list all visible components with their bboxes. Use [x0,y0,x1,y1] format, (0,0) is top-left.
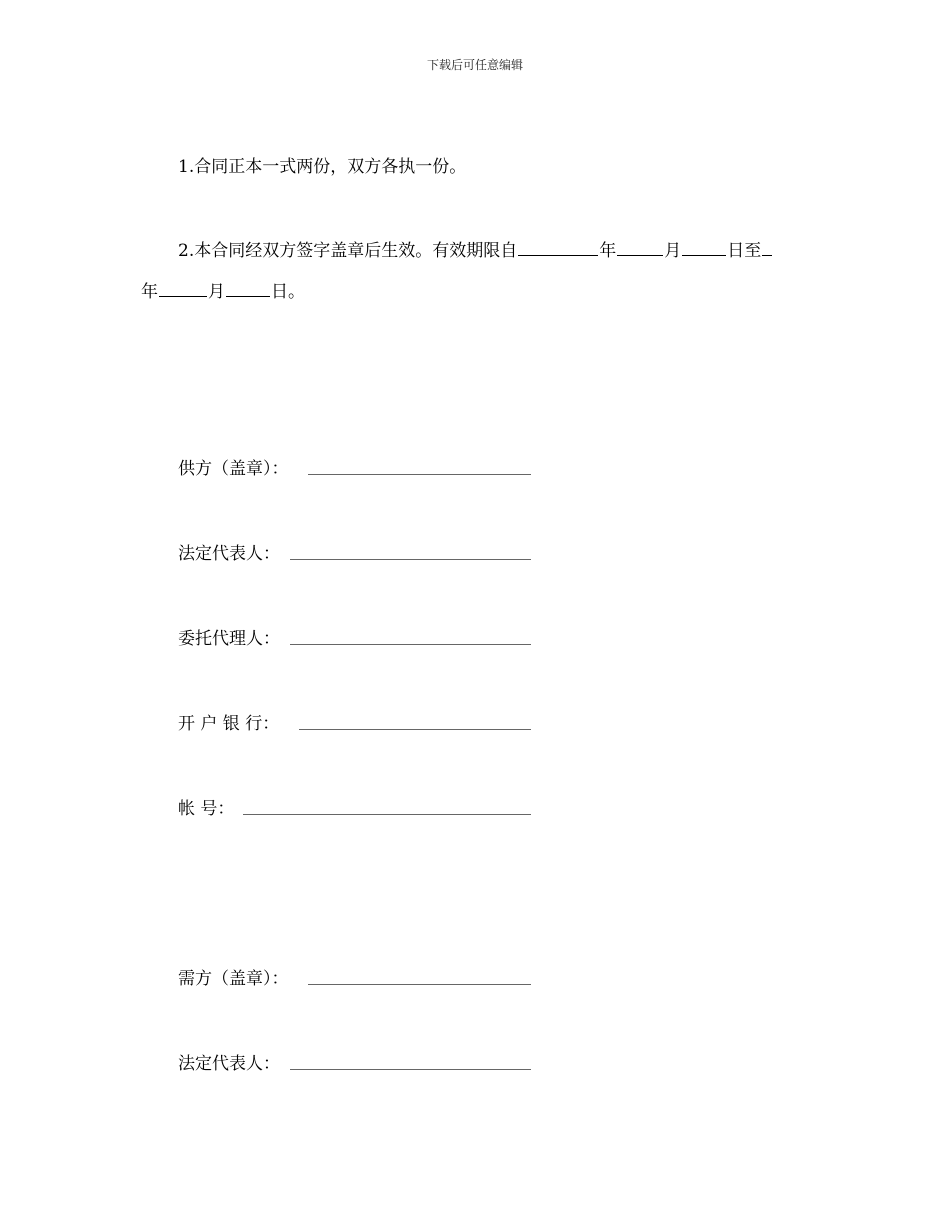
supplier-bank-line[interactable] [299,729,531,730]
buyer-seal-line[interactable] [308,984,531,985]
end-day-blank[interactable] [226,280,270,297]
buyer-legal-rep-line[interactable] [290,1069,531,1070]
clause-2: 2.本合同经双方签字盖章后生效。有效期限自 年 月 日至 年 月 日。 [141,231,821,313]
buyer-seal-field: 需方（盖章）： [178,964,289,989]
supplier-bank-field: 开 户 银 行： [178,709,279,734]
start-month-blank[interactable] [617,239,663,256]
supplier-account-field: 帐 号： [178,794,234,819]
supplier-account-line[interactable] [243,814,531,815]
supplier-seal-line[interactable] [308,474,531,475]
start-day-blank[interactable] [682,239,726,256]
supplier-agent-field: 委托代理人： [178,624,280,649]
supplier-agent-line[interactable] [290,644,531,645]
start-year-blank[interactable] [518,239,598,256]
end-month-blank[interactable] [159,280,207,297]
page-header: 下载后可任意编辑 [426,58,523,72]
buyer-legal-rep-field: 法定代表人： [178,1049,280,1074]
end-year-blank-a[interactable] [762,239,772,256]
supplier-legal-rep-line[interactable] [290,559,531,560]
supplier-seal-field: 供方（盖章）： [178,454,289,479]
clause-1: 1.合同正本一式两份，双方各执一份。 [178,157,467,177]
supplier-legal-rep-field: 法定代表人： [178,539,280,564]
